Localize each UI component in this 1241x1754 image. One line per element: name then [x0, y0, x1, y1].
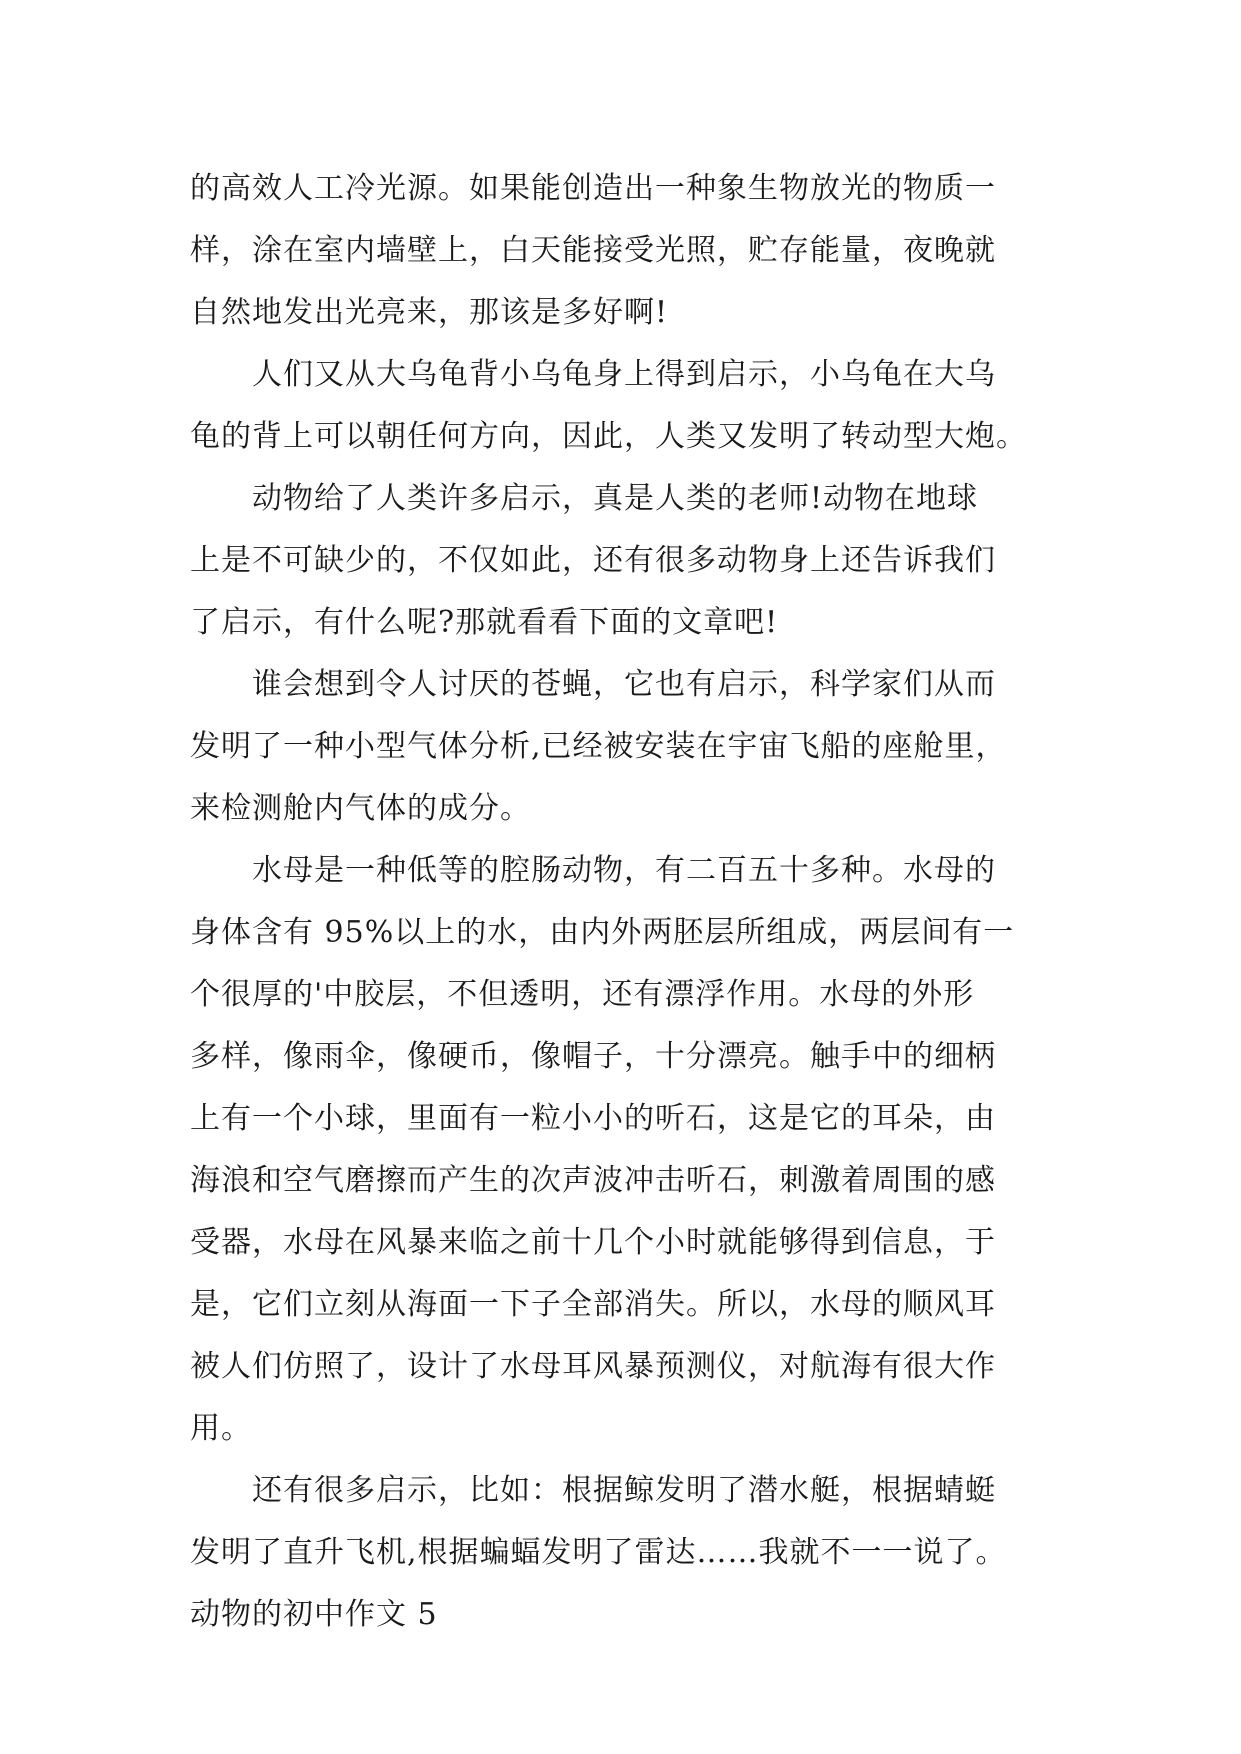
- text-line: 发明了直升飞机,根据蝙蝠发明了雷达……我就不一一说了。: [190, 1535, 1007, 1570]
- text-line: 被人们仿照了，设计了水母耳风暴预测仪，对航海有很大作: [190, 1349, 996, 1384]
- text-line: 样，涂在室内墙壁上，白天能接受光照，贮存能量，夜晚就: [190, 233, 996, 268]
- text-line: 个很厚的'中胶层，不但透明，还有漂浮作用。水母的外形: [190, 977, 975, 1012]
- text-line: 用。: [190, 1411, 252, 1446]
- text-line: 来检测舱内气体的成分。: [190, 791, 531, 826]
- text-line: 动物给了人类许多启示，真是人类的老师!动物在地球: [190, 481, 979, 516]
- text-line: 身体含有 95%以上的水，由内外两胚层所组成，两层间有一: [190, 915, 1015, 950]
- section-heading: 动物的初中作文 5: [190, 1597, 438, 1632]
- text-line: 谁会想到令人讨厌的苍蝇，它也有启示，科学家们从而: [190, 667, 996, 702]
- text-line: 龟的背上可以朝任何方向，因此，人类又发明了转动型大炮。: [190, 419, 1027, 454]
- text-line: 水母是一种低等的腔肠动物，有二百五十多种。水母的: [190, 853, 996, 888]
- text-line: 的高效人工冷光源。如果能创造出一种象生物放光的物质一: [190, 171, 996, 206]
- text-line: 人们又从大乌龟背小乌龟身上得到启示，小乌龟在大乌: [190, 357, 996, 392]
- text-line: 上有一个小球，里面有一粒小小的听石，这是它的耳朵，由: [190, 1101, 996, 1136]
- text-line: 还有很多启示，比如：根据鲸发明了潜水艇，根据蜻蜓: [190, 1473, 996, 1508]
- text-line: 是，它们立刻从海面一下子全部消失。所以，水母的顺风耳: [190, 1287, 996, 1322]
- text-line: 海浪和空气磨擦而产生的次声波冲击听石，刺激着周围的感: [190, 1163, 996, 1198]
- essay-text: [190, 158, 1060, 1646]
- text-line: 发明了一种小型气体分析,已经被安装在宇宙飞船的座舱里，: [190, 729, 1007, 764]
- text-line: 多样，像雨伞，像硬币，像帽子，十分漂亮。触手中的细柄: [190, 1039, 996, 1074]
- text-line: 了启示，有什么呢?那就看看下面的文章吧!: [190, 605, 779, 640]
- text-line: 受器，水母在风暴来临之前十几个小时就能够得到信息，于: [190, 1225, 996, 1260]
- text-line: 上是不可缺少的，不仅如此，还有很多动物身上还告诉我们: [190, 543, 996, 578]
- text-line: 自然地发出光亮来，那该是多好啊!: [190, 295, 669, 330]
